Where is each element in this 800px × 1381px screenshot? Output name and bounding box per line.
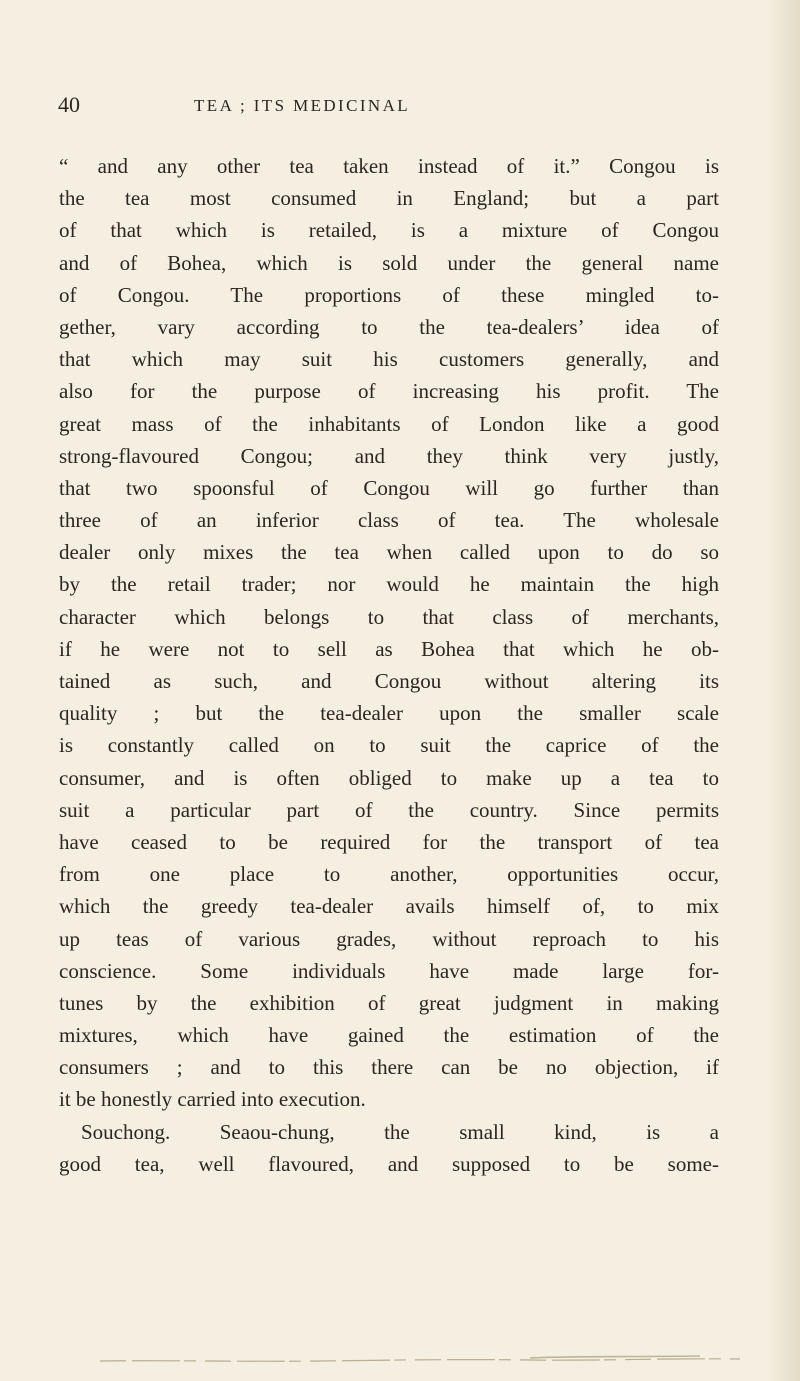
text-line: suit a particular part of the country. Since permits <box>59 797 719 822</box>
text-line: Souchong. Seaou-chung, the small kind, is a <box>81 1119 719 1144</box>
text-line: “ and any other tea taken instead of it.” Congou is <box>59 154 719 178</box>
page-header <box>58 92 718 122</box>
text-line: consumers ; and to this there can be no objection, if <box>59 1055 719 1080</box>
text-line: it be honestly carried into execution. <box>59 1087 366 1112</box>
text-line: good tea, well flavoured, and supposed to be some- <box>59 1151 719 1176</box>
text-line: gether, vary according to the tea-dealers’ idea of <box>59 314 719 339</box>
text-line: mixtures, which have gained the estimation of the <box>59 1023 719 1048</box>
text-line: from one place to another, opportunities occur, <box>59 862 719 887</box>
page-edge-shadow <box>766 0 800 1381</box>
text-line: of Congou. The proportions of these mingled to- <box>59 282 719 307</box>
text-line: by the retail trader; nor would he maintain the high <box>59 572 719 597</box>
text-line: consumer, and is often obliged to make up a tea to <box>59 765 719 790</box>
scan-artifact-line <box>100 1352 740 1366</box>
text-line: three of an inferior class of tea. The wholesale <box>59 508 719 533</box>
text-line: great mass of the inhabitants of London like a good <box>59 411 719 436</box>
text-line: character which belongs to that class of merchants, <box>59 604 719 629</box>
text-line: strong-flavoured Congou; and they think very justly, <box>59 443 719 468</box>
page-number: 40 <box>58 92 80 117</box>
text-line: conscience. Some individuals have made large for- <box>59 958 719 983</box>
text-line: up teas of various grades, without reproach to his <box>59 926 719 951</box>
text-line: which the greedy tea-dealer avails himself of, to mix <box>59 894 719 919</box>
running-title: TEA ; ITS MEDICINAL <box>194 96 411 115</box>
text-line: if he were not to sell as Bohea that which he ob- <box>59 636 719 661</box>
text-line: have ceased to be required for the transport of tea <box>59 829 719 854</box>
text-line: that two spoonsful of Congou will go further than <box>59 475 719 500</box>
text-line: that which may suit his customers generally, and <box>59 347 719 372</box>
text-line: is constantly called on to suit the caprice of the <box>59 733 719 758</box>
text-line: of that which is retailed, is a mixture of Congou <box>59 218 719 243</box>
body-text <box>59 150 719 1180</box>
text-line: quality ; but the tea-dealer upon the smaller scale <box>59 701 719 726</box>
text-line: tained as such, and Congou without altering its <box>59 669 719 693</box>
text-line: also for the purpose of increasing his profit. The <box>59 379 719 404</box>
text-line: the tea most consumed in England; but a part <box>59 186 719 211</box>
text-line: tunes by the exhibition of great judgment in making <box>59 990 719 1015</box>
text-line: and of Bohea, which is sold under the general name <box>59 250 719 275</box>
text-line: dealer only mixes the tea when called upon to do so <box>59 540 719 565</box>
